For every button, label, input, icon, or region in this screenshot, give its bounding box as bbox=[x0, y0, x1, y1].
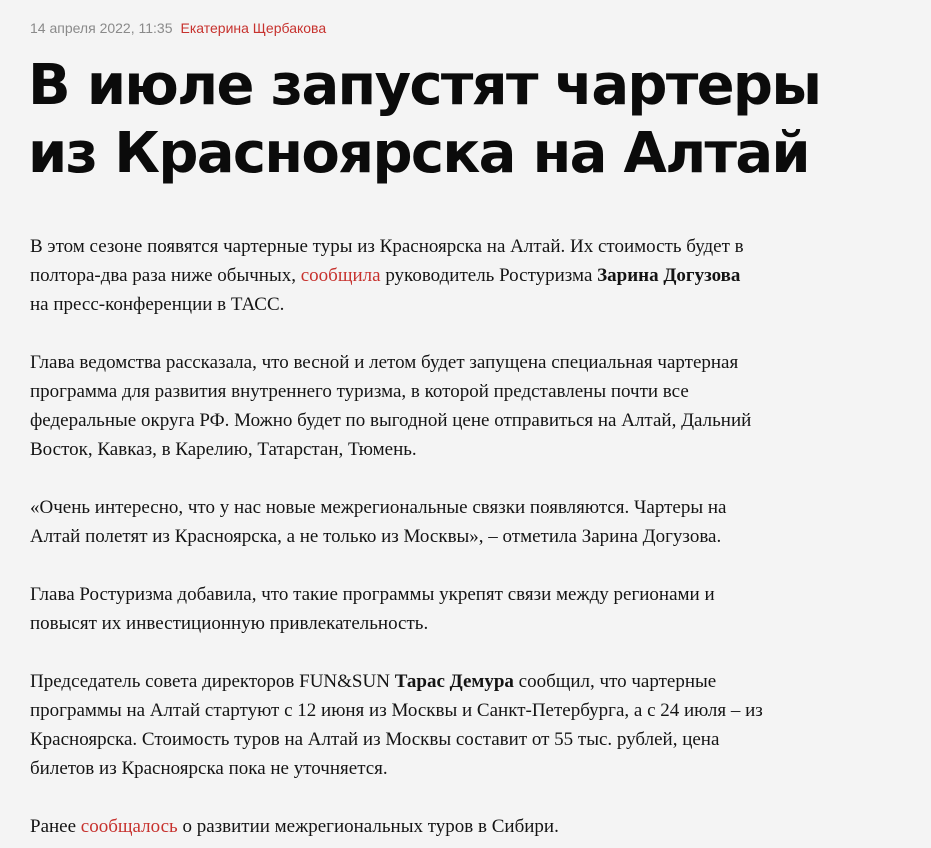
author-link[interactable]: Екатерина Щербакова bbox=[180, 20, 327, 36]
article-meta bbox=[30, 18, 326, 38]
paragraph-line: программа для развития внутреннего туризма, в которой представлены почти все bbox=[30, 381, 689, 402]
related-link-earlier-reported[interactable]: сообщалось bbox=[80, 816, 178, 837]
text-fragment: руководитель Ростуризма bbox=[385, 265, 593, 286]
publish-date: 14 апреля 2022, 11:35 bbox=[30, 20, 173, 36]
source-link-reported[interactable]: сообщила bbox=[300, 265, 381, 286]
text-fragment: полтора-два раза ниже обычных, bbox=[30, 265, 296, 286]
paragraph-3-quote bbox=[30, 493, 726, 551]
text-fragment: сообщил, что чартерные bbox=[518, 671, 717, 692]
paragraph-line: повысят их инвестиционную привлекательность. bbox=[30, 613, 429, 634]
paragraph-line bbox=[30, 261, 744, 290]
paragraph-line: билетов из Красноярска пока не уточняется. bbox=[30, 758, 388, 779]
paragraph-line: Красноярска. Стоимость туров на Алтай из Москвы составит от 55 тыс. рублей, цена bbox=[30, 729, 720, 750]
paragraph-4 bbox=[30, 580, 715, 638]
paragraph-6 bbox=[30, 812, 559, 841]
text-fragment: Ранее bbox=[30, 816, 77, 837]
person-name-demura: Тарас Демура bbox=[394, 671, 514, 692]
paragraph-line bbox=[30, 812, 559, 841]
headline-line-1: В июле запустят чартеры bbox=[28, 53, 821, 118]
paragraph-1 bbox=[30, 232, 744, 319]
text-fragment: Председатель совета директоров FUN&SUN bbox=[30, 671, 390, 692]
person-name-doguzova: Зарина Догузова bbox=[597, 265, 741, 286]
text-fragment: о развитии межрегиональных туров в Сибири. bbox=[182, 816, 559, 837]
paragraph-line: Глава Ростуризма добавила, что такие программы укрепят связи между регионами и bbox=[30, 584, 715, 605]
paragraph-line bbox=[30, 667, 763, 696]
paragraph-line: «Очень интересно, что у нас новые межрегиональные связки появляются. Чартеры на bbox=[30, 497, 727, 518]
paragraph-line: Восток, Кавказ, в Карелию, Татарстан, Тюмень. bbox=[30, 439, 417, 460]
article-headline bbox=[28, 52, 908, 188]
paragraph-line: на пресс-конференции в ТАСС. bbox=[30, 294, 285, 315]
paragraph-5 bbox=[30, 667, 763, 783]
paragraph-line: Алтай полетят из Красноярска, а не только из Москвы», – отметила Зарина Догузова. bbox=[30, 526, 722, 547]
paragraph-line: программы на Алтай стартуют с 12 июня из Москвы и Санкт-Петербурга, а с 24 июля – из bbox=[30, 700, 763, 721]
paragraph-line: Глава ведомства рассказала, что весной и летом будет запущена специальная чартерная bbox=[30, 352, 739, 373]
paragraph-2 bbox=[30, 348, 751, 464]
headline-line-2: из Красноярска на Алтай bbox=[28, 121, 809, 186]
paragraph-line: федеральные округа РФ. Можно будет по выгодной цене отправиться на Алтай, Дальний bbox=[30, 410, 752, 431]
paragraph-line: В этом сезоне появятся чартерные туры из Красноярска на Алтай. Их стоимость будет в bbox=[30, 236, 744, 257]
